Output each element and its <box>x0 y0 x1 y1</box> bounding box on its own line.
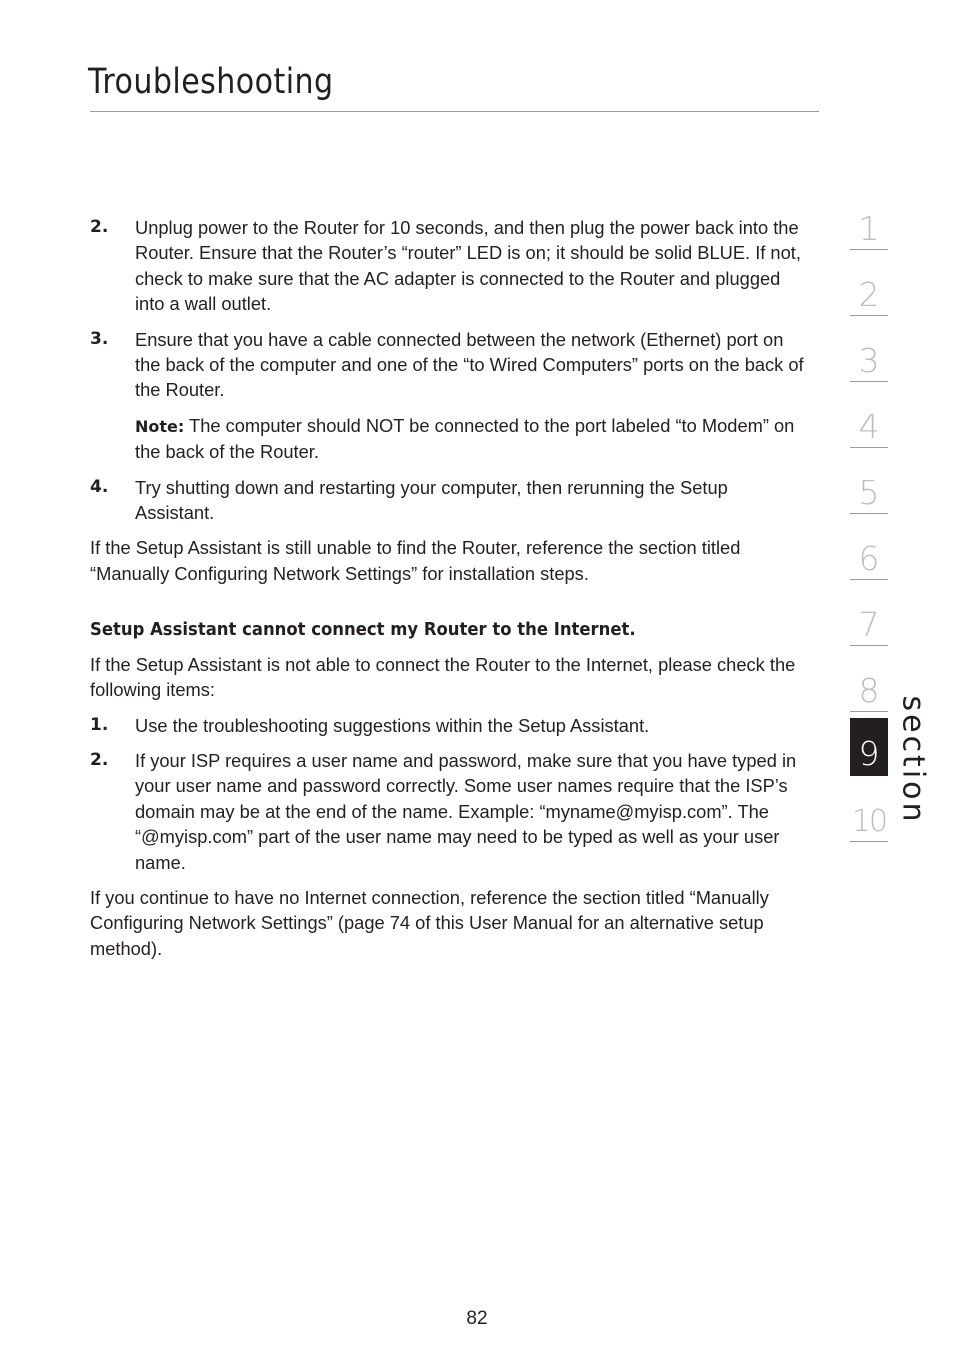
page-title: Troubleshooting <box>88 62 334 102</box>
list-item <box>90 215 810 317</box>
section-tab-3[interactable]: 3 <box>850 318 888 382</box>
list-item <box>90 327 810 403</box>
section-tab-10[interactable]: 10 <box>850 778 888 842</box>
list-item-number: 1. <box>90 714 109 735</box>
page-number: 82 <box>466 1308 488 1329</box>
list-item-text: Unplug power to the Router for 10 seconds, and then plug the power back into the Router. Ensure that the Router’s “router” LED is on; it should be solid BLUE. If not, check to make sure that the AC adapter is connected to the Router and plugged into a wall outlet. <box>135 217 801 315</box>
list-item-text: Ensure that you have a cable connected between the network (Ethernet) port on the back of the computer and one of the “to Wired Computers” ports on the back of the Router. <box>135 328 804 401</box>
list-item-text: Use the troubleshooting suggestions within the Setup Assistant. <box>135 714 650 736</box>
section-tab-7[interactable]: 7 <box>850 582 888 646</box>
list-item <box>90 748 810 875</box>
section-tab-5[interactable]: 5 <box>850 450 888 514</box>
list-item <box>90 713 810 738</box>
note <box>135 413 810 465</box>
section-tab-4[interactable]: 4 <box>850 384 888 448</box>
list-item-number: 2. <box>90 749 109 770</box>
list-item-number: 4. <box>90 476 109 497</box>
list-item <box>90 475 810 526</box>
main-content <box>90 215 810 971</box>
section-tab-8[interactable]: 8 <box>850 648 888 712</box>
title-divider <box>90 111 819 112</box>
section-tab-1[interactable]: 1 <box>850 186 888 250</box>
section-tabs <box>850 186 888 844</box>
list-item-number: 3. <box>90 328 109 349</box>
paragraph: If the Setup Assistant is still unable to find the Router, reference the section titled “Manually Configuring Network Settings” for installation steps. <box>90 537 741 584</box>
paragraph: If you continue to have no Internet connection, reference the section titled “Manually Configuring Network Settings” (page 74 of this User Manual for an alternative setup method). <box>90 886 769 959</box>
list-item-text: Try shutting down and restarting your computer, then rerunning the Setup Assistant. <box>135 476 728 524</box>
list-item-number: 2. <box>90 217 109 237</box>
list-item-text: If your ISP requires a user name and password, make sure that you have typed in your user name and password correctly. Some user names require that the ISP’s domain may be at the end of the name. Example: “myname@myisp.com”. The “@myisp.com” part of the user name may need to be typed as well as your user name. <box>135 749 797 873</box>
section-label: section <box>895 695 931 825</box>
section-tab-9-active[interactable]: 9 <box>850 718 888 776</box>
paragraph: If the Setup Assistant is not able to connect the Router to the Internet, please check the following items: <box>90 653 796 701</box>
note-label: Note: <box>135 416 185 436</box>
section-tab-6[interactable]: 6 <box>850 516 888 580</box>
section-tab-2[interactable]: 2 <box>850 252 888 316</box>
subheading: Setup Assistant cannot connect my Router to the Internet. <box>90 620 636 641</box>
note-text: The computer should NOT be connected to the port labeled “to Modem” on the back of the Router. <box>135 414 795 463</box>
